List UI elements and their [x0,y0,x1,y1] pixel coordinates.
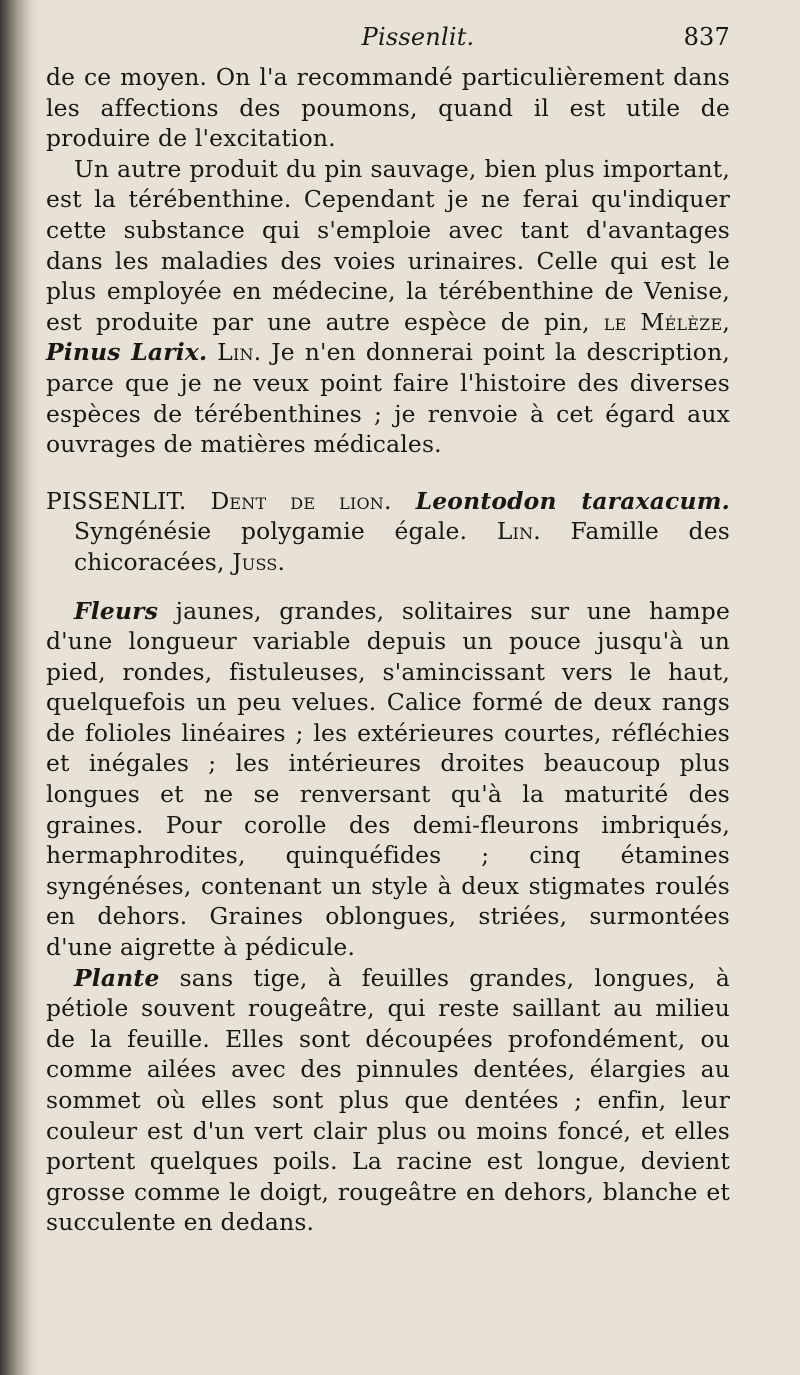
paragraph-turpentine: Un autre produit du pin sauvage, bien plus important, est la térébenthine. Cependant je ne ferai qu'indiquer cette substance qui s'emploie avec tant d'avantages dans les maladies des voies urinaires. Celle qui est le plus employée en médecine, la térébenthine de Venise, est produite par une autre espèce de pin, le Mélèze, Pinus Larix. Lin. Je n'en donnerai point la description, parce que je ne veux point faire l'histoire des diverses espèces de térébenthines ; je renvoie à cet égard aux ouvrages de matières médicales. [46,154,730,459]
paragraph-continuation: de ce moyen. On l'a recommandé particulièrement dans les affections des poumons, quand il est utile de produire de l'excitation. [46,63,730,153]
paragraph-plant: Plante sans tige, à feuilles grandes, longues, à pétiole souvent rougeâtre, qui reste saillant au milieu de la feuille. Elles sont découpées profondément, ou comme ailées avec des pinnules dentées, élargies au sommet où elles sont plus que dentées ; enfin, leur couleur est d'un vert clair plus ou moins foncé, et elles portent quelques poils. La racine est longue, devient grosse comme le doigt, rougeâtre en dehors, blanche et succulente en dedans. [46,963,730,1237]
entry-heading-pissenlit: PISSENLIT. Dent de lion. Leontodon taraxacum. Syngénésie polygamie égale. Lin. Famille des chicoracées, Juss. [46,486,730,576]
entry-headword: PISSENLIT. [46,486,187,515]
plant-label: Plante [74,963,160,992]
paragraph-flowers: Fleurs jaunes, grandes, solitaires sur une hampe d'une longueur variable depuis un pouce jusqu'à un pied, rondes, fistuleuses, s'amincissant vers le haut, quelquefois un peu velues. Calice formé de deux rangs de folioles linéaires ; les extérieures courtes, réfléchies et inégales ; les intérieures droites beaucoup plus longues et ne se renversant qu'à la maturité des graines. Pour corolle des demi-fleurons imbriqués, hermaphrodites, quinquéfides ; cinq étamines syngénéses, contenant un style à deux stigmates roulés en dehors. Graines oblongues, striées, surmontées d'une aigrette à pédicule. [46,596,730,962]
page-number: 837 [683,23,730,51]
book-binding-gutter [0,0,38,1375]
running-title: Pissenlit. [361,23,475,51]
entry-latin-name: Leontodon taraxacum. [415,486,730,515]
flowers-label: Fleurs [74,596,159,625]
book-page [46,22,730,1238]
page-header [46,22,730,62]
